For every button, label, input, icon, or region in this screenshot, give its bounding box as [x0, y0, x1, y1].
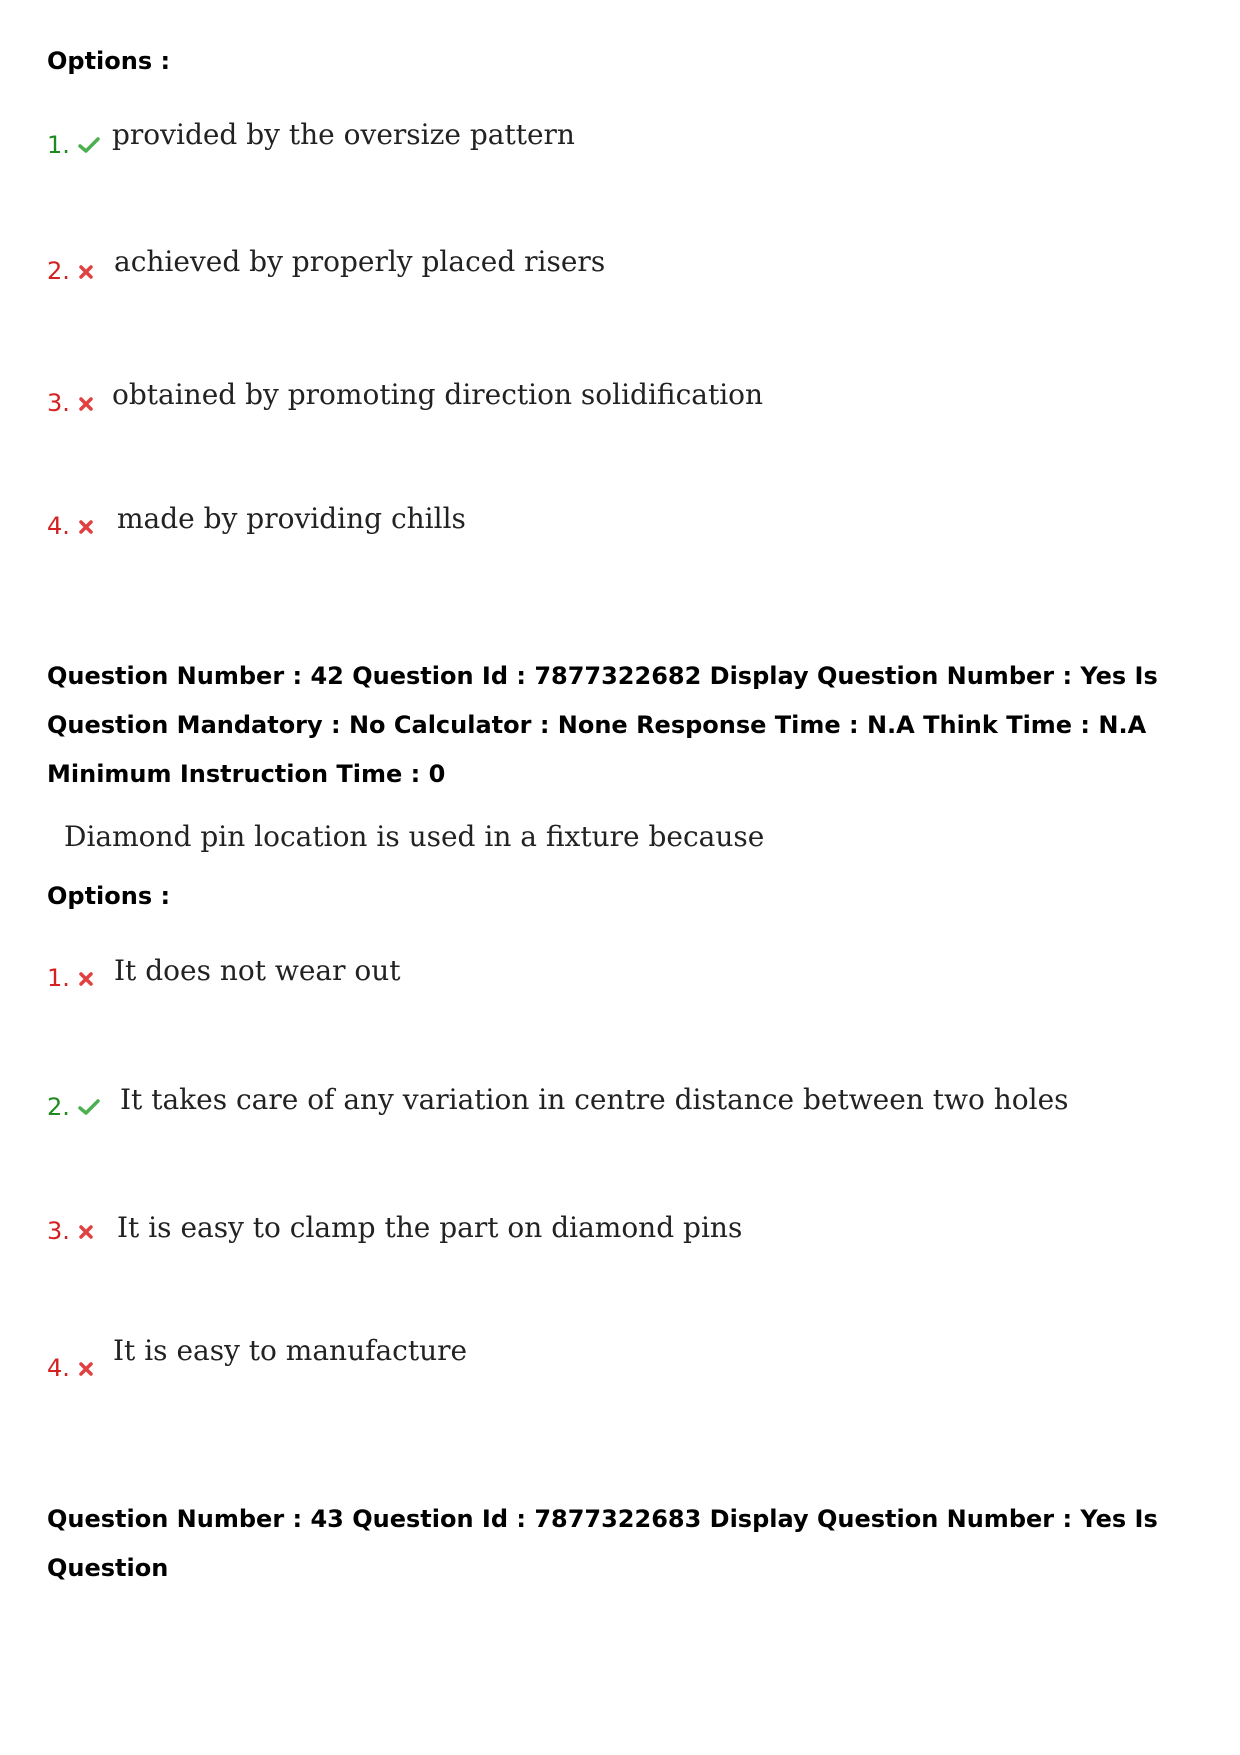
options-heading: Options : [47, 882, 171, 910]
option-number: 2. [47, 256, 94, 287]
option-text: It takes care of any variation in centre distance between two holes [120, 1083, 1069, 1116]
option-number: 4. [47, 511, 94, 542]
option-text: It is easy to clamp the part on diamond pins [117, 1211, 743, 1244]
cross-icon [78, 1354, 94, 1384]
cross-icon [78, 1217, 94, 1247]
option-number: 3. [47, 1216, 94, 1247]
option-text: made by providing chills [117, 502, 466, 535]
cross-icon [78, 389, 94, 419]
option-number: 3. [47, 388, 94, 419]
check-icon [78, 131, 100, 161]
cross-icon [78, 512, 94, 542]
question-meta: Question Number : 43 Question Id : 7877322683 Display Question Number : Yes Is Question [47, 1505, 1158, 1582]
cross-icon [78, 964, 94, 994]
option-text: It is easy to manufacture [113, 1334, 468, 1367]
question-text: Diamond pin location is used in a fixture because [64, 820, 765, 853]
option-number: 1. [47, 963, 94, 994]
cross-icon [78, 257, 94, 287]
check-icon [78, 1093, 100, 1123]
option-text: provided by the oversize pattern [112, 118, 575, 151]
option-text: It does not wear out [114, 954, 401, 987]
question-meta: Question Number : 42 Question Id : 7877322682 Display Question Number : Yes Is Question Mandatory : No Calculator : None Response Time : N.A Think Time : N.A Minimum Instruction Time : 0 [47, 662, 1158, 788]
option-number: 4. [47, 1353, 94, 1384]
options-heading: Options : [47, 47, 171, 75]
option-number: 1. [47, 130, 100, 161]
option-text: obtained by promoting direction solidification [112, 378, 764, 411]
option-text: achieved by properly placed risers [114, 245, 606, 278]
option-number: 2. [47, 1092, 100, 1123]
